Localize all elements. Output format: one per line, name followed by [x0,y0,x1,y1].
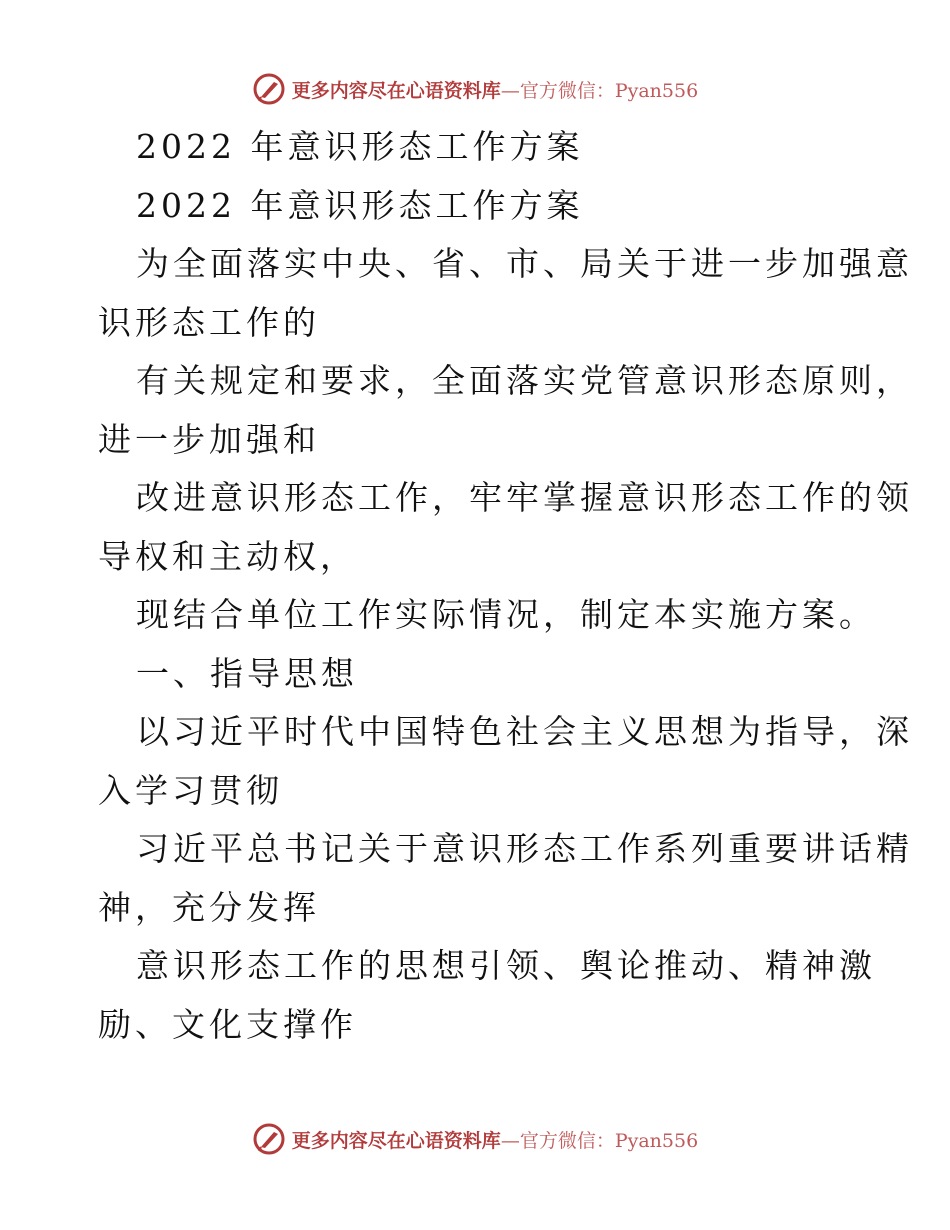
paragraph-line: 导权和主动权， [98,536,357,576]
paragraph-line: 进一步加强和 [98,419,320,459]
paragraph-line: 入学习贯彻 [98,770,283,810]
document-body [98,118,913,1054]
section-heading: 一、指导思想 [136,653,358,693]
paragraph-line: 识形态工作的 [98,302,320,342]
paragraph-line: 以习近平时代中国特色社会主义思想为指导，深 [136,712,913,751]
paragraph-line: 励、文化支撑作 [98,1004,357,1044]
paragraph-line: 神，充分发挥 [98,887,320,927]
watermark-text: 更多内容尽在心语资料库—官方微信：Pyan556 [291,1129,699,1152]
quill-pen-circle-icon [252,72,286,106]
watermark-text: 更多内容尽在心语资料库—官方微信：Pyan556 [291,79,699,102]
paragraph-line: 为全面落实中央、省、市、局关于进一步加强意 [136,244,913,283]
paragraph-line: 意识形态工作的思想引领、舆论推动、精神激 [136,946,876,985]
footer-watermark [0,1122,950,1156]
document-subtitle: 2022 年意识形态工作方案 [136,185,584,225]
quill-pen-circle-icon [252,1122,286,1156]
paragraph-line: 习近平总书记关于意识形态工作系列重要讲话精 [136,829,913,868]
paragraph-line: 改进意识形态工作，牢牢掌握意识形态工作的领 [136,478,913,517]
paragraph-line: 有关规定和要求，全面落实党管意识形态原则， [136,361,913,400]
document-title: 2022 年意识形态工作方案 [136,127,584,166]
header-watermark [0,72,950,106]
paragraph-line: 现结合单位工作实际情况，制定本实施方案。 [136,595,876,634]
